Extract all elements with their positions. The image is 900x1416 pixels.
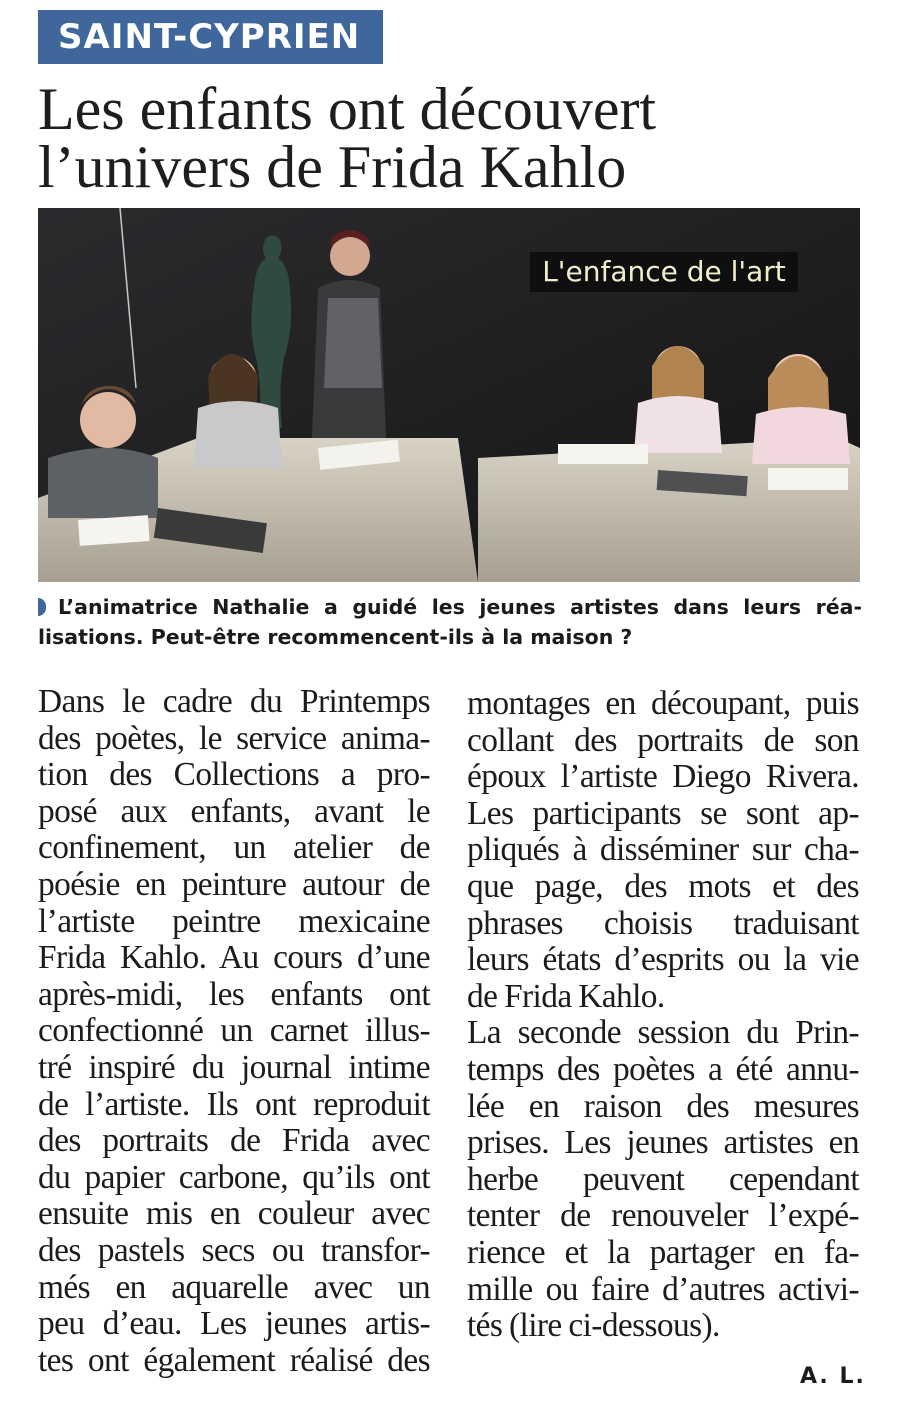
body-text-line: poésie en peinture autour de bbox=[38, 865, 430, 903]
body-text-line: confectionné un carnet illus- bbox=[38, 1012, 430, 1050]
headline-line: Les enfants ont découvert bbox=[38, 76, 657, 142]
headline-line: l’univers de Frida Kahlo bbox=[38, 134, 627, 200]
body-column-left bbox=[38, 684, 430, 1379]
body-text-line: des pastels secs ou transfor- bbox=[38, 1231, 430, 1269]
body-text-line: mille ou faire d’autres activi- bbox=[467, 1270, 859, 1308]
body-text-line: l’artiste peintre mexicaine bbox=[38, 902, 430, 940]
body-text-line: collant des portraits de son bbox=[467, 721, 859, 759]
author-signature: A. L. bbox=[800, 1364, 866, 1389]
body-text-line: confinement, un atelier de bbox=[38, 829, 430, 867]
body-text-line: Les participants se sont ap- bbox=[467, 794, 859, 832]
body-text-line: herbe peuvent cependant bbox=[467, 1160, 859, 1198]
section-rubric: SAINT-CYPRIEN bbox=[38, 10, 383, 64]
body-text-line: époux l’artiste Diego Rivera. bbox=[467, 758, 859, 796]
body-text-line: phrases choisis traduisant bbox=[467, 904, 859, 942]
body-text-line: tes ont également réalisé des bbox=[38, 1341, 430, 1379]
caption-text: L’animatrice Nathalie a guidé les jeunes artistes dans leurs réa- bbox=[58, 595, 862, 619]
body-text-line: prises. Les jeunes artistes en bbox=[467, 1124, 859, 1162]
body-text-line: rience et la partager en fa- bbox=[467, 1233, 859, 1271]
body-text-line: tés (lire ci-dessous). bbox=[467, 1307, 720, 1345]
body-text-line: tré inspiré du journal intime bbox=[38, 1048, 430, 1086]
body-text-line: posé aux enfants, avant le bbox=[38, 792, 430, 830]
body-text-line: peu d’eau. Les jeunes artis- bbox=[38, 1305, 430, 1343]
article-photo bbox=[38, 208, 860, 582]
body-text-line: du papier carbone, qu’ils ont bbox=[38, 1158, 430, 1196]
body-text-line: lée en raison des mesures bbox=[467, 1087, 859, 1125]
body-text-line: La seconde session du Prin- bbox=[467, 1014, 859, 1052]
body-text-line: que page, des mots et des bbox=[467, 867, 859, 905]
body-text-line: tenter de renouveler l’expé- bbox=[467, 1197, 859, 1235]
body-text-line: de l’artiste. Ils ont reproduit bbox=[38, 1085, 430, 1123]
body-text-line: de Frida Kahlo. bbox=[467, 977, 665, 1015]
body-text-line: Frida Kahlo. Au cours d’une bbox=[38, 939, 430, 977]
body-text-line: tion des Collections a pro- bbox=[38, 756, 430, 794]
photo-caption bbox=[38, 592, 862, 652]
body-text-line: montages en découpant, puis bbox=[467, 685, 859, 722]
caption-line: lisations. Peut-être recommencent-ils à la maison ? bbox=[38, 625, 633, 649]
body-text-line: des poètes, le service anima- bbox=[38, 719, 430, 757]
body-text-line: Dans le cadre du Printemps bbox=[38, 683, 430, 720]
body-column-right bbox=[467, 686, 859, 1345]
headline bbox=[38, 76, 878, 200]
body-text-line: temps des poètes a été annu- bbox=[467, 1050, 859, 1088]
caption-line bbox=[38, 592, 862, 622]
body-text-line: des portraits de Frida avec bbox=[38, 1122, 430, 1160]
body-text-line: pliqués à disséminer sur cha- bbox=[467, 831, 859, 869]
body-text-line: après-midi, les enfants ont bbox=[38, 975, 430, 1013]
body-text-line: més en aquarelle avec un bbox=[38, 1268, 430, 1306]
photo-sign: L'enfance de l'art bbox=[530, 252, 798, 292]
body-text-line: ensuite mis en couleur avec bbox=[38, 1195, 430, 1233]
caption-marker-icon bbox=[38, 598, 46, 616]
body-text-line: leurs états d’esprits ou la vie bbox=[467, 941, 859, 979]
